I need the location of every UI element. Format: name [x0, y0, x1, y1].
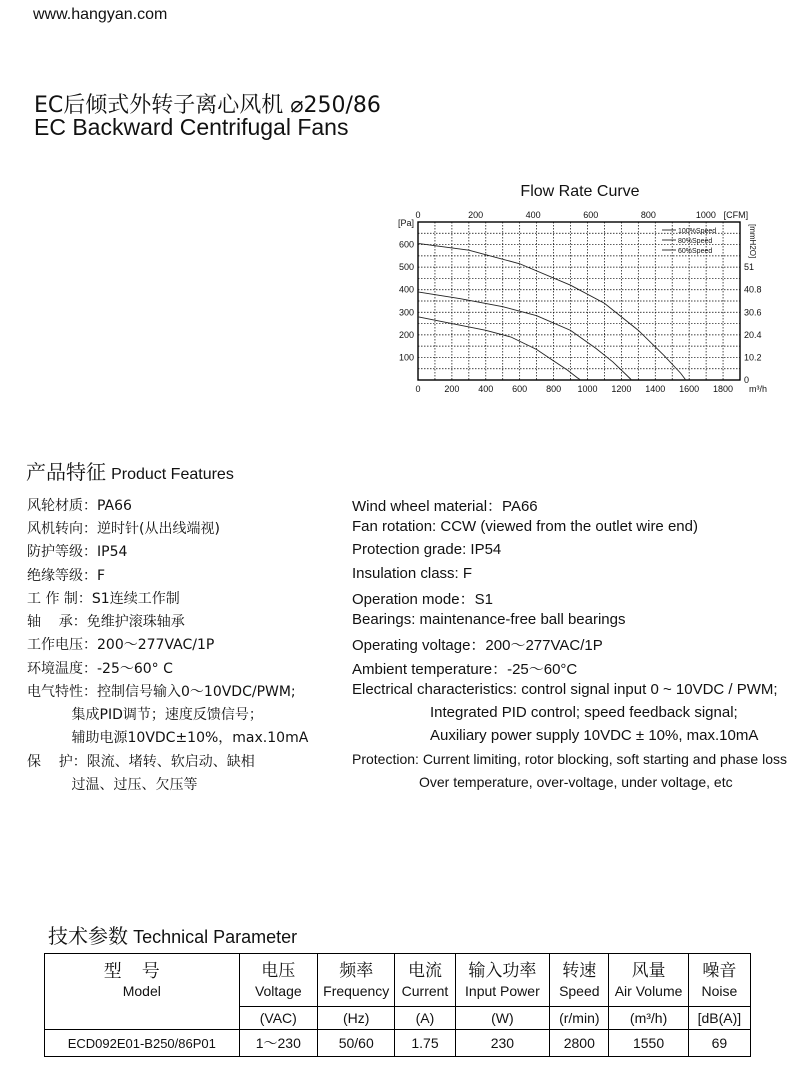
value-noise: 69 — [688, 1030, 750, 1057]
feature-en-item: Operation mode：S1 — [352, 591, 493, 608]
x-top-axis-label: [CFM] — [723, 210, 749, 220]
y-tick-label: 600 — [398, 239, 414, 250]
x-top-tick-label: 600 — [583, 210, 599, 220]
feature-en-item: Insulation class: F — [352, 565, 473, 582]
feature-cn-item: 过温、过压、欠压等 — [27, 777, 198, 793]
model-header-en: Model — [122, 983, 161, 1000]
feature-cn-item: 风轮材质：PA66 — [27, 498, 132, 514]
y-tick-label: 300 — [398, 307, 414, 318]
col-header-current: 电流 Current — [395, 954, 455, 1007]
website-url: www.hangyan.com — [33, 6, 168, 23]
y-tick-label: 500 — [398, 262, 414, 273]
unit-current: (A) — [395, 1007, 455, 1030]
model-header-cn: 型号 — [103, 961, 180, 982]
legend-label: 60%Speed — [678, 248, 713, 255]
model-value: ECD092E01-B250/86P01 — [45, 1030, 240, 1057]
x-top-tick-label: 0 — [415, 210, 421, 220]
feature-en-item: Wind wheel material：PA66 — [352, 498, 538, 515]
x-top-tick-label: 800 — [640, 210, 656, 220]
tech-heading-en: Technical Parameter — [133, 927, 298, 947]
tech-heading-cn: 技术参数 — [48, 924, 128, 948]
x-tick-label: 1400 — [645, 384, 666, 394]
y-right-tick-label: 0 — [744, 375, 750, 385]
feature-cn-item: 环境温度：-25～60° C — [27, 661, 173, 677]
page-title-en: EC Backward Centrifugal Fans — [34, 114, 349, 140]
y-right-tick-label: 40.8 — [744, 284, 762, 295]
value-current: 1.75 — [395, 1030, 455, 1057]
feature-en-item: Integrated PID control; speed feedback signal; — [430, 704, 738, 721]
table-row — [45, 1030, 751, 1057]
table-unit-row — [45, 1007, 751, 1030]
features-heading — [26, 456, 234, 485]
x-tick-label: 1600 — [679, 384, 700, 394]
y-tick-label: 200 — [398, 329, 414, 340]
col-header-voltage: 电压 Voltage — [239, 954, 317, 1007]
y-right-tick-label: 51 — [744, 262, 755, 273]
value-air-volume: 1550 — [609, 1030, 688, 1057]
x-tick-label: 200 — [444, 384, 460, 394]
feature-cn-item: 集成PID调节；速度反馈信号； — [27, 707, 263, 723]
y-tick-label: 100 — [398, 352, 414, 363]
y-right-axis-label: [mmH2O] — [748, 224, 757, 259]
value-frequency: 50/60 — [318, 1030, 395, 1057]
col-header-noise: 噪音 Noise — [688, 954, 750, 1007]
series-line — [418, 292, 632, 380]
x-tick-label: 1200 — [611, 384, 632, 394]
x-tick-label: 600 — [512, 384, 528, 394]
legend-label: 80%Speed — [678, 238, 713, 245]
x-top-tick-label: 1000 — [695, 210, 716, 220]
col-header-input-power: 输入功率 Input Power — [455, 954, 550, 1007]
legend-label: 100%Speed — [678, 228, 717, 235]
flow-rate-chart — [380, 178, 780, 408]
x-top-tick-label: 400 — [525, 210, 541, 220]
feature-cn-item: 风机转向：逆时针(从出线端视) — [27, 521, 220, 537]
value-input-power: 230 — [455, 1030, 550, 1057]
y-right-tick-label: 10.2 — [744, 352, 762, 363]
value-voltage: 1～230 — [239, 1030, 317, 1057]
feature-cn-item: 保 护：限流、堵转、软启动、缺相 — [27, 754, 255, 770]
feature-en-item: Electrical characteristics: control signal input 0 ~ 10VDC / PWM; — [352, 681, 778, 698]
x-tick-label: 800 — [546, 384, 562, 394]
feature-cn-item: 辅助电源10VDC±10%，max.10mA — [27, 730, 309, 746]
unit-noise: [dB(A)] — [688, 1007, 750, 1030]
unit-input-power: (W) — [455, 1007, 550, 1030]
feature-en-item: Ambient temperature：-25～60°C — [352, 661, 578, 678]
feature-en-item: Fan rotation: CCW (viewed from the outlet wire end) — [352, 518, 698, 535]
y-axis-label: [Pa] — [397, 218, 414, 228]
col-header-air-volume: 风量 Air Volume — [609, 954, 688, 1007]
feature-cn-item: 轴 承：免维护滚珠轴承 — [27, 614, 185, 630]
feature-cn-item: 防护等级：IP54 — [27, 544, 128, 560]
features-heading-cn: 产品特征 — [26, 460, 106, 484]
x-tick-label: 0 — [415, 384, 421, 394]
series-line — [418, 317, 581, 380]
feature-en-item: Bearings: maintenance-free ball bearings — [352, 611, 626, 628]
unit-air-volume: (m³/h) — [609, 1007, 688, 1030]
y-right-tick-label: 20.4 — [744, 329, 762, 340]
col-header-frequency: 频率 Frequency — [318, 954, 395, 1007]
table-header-row — [45, 954, 751, 1007]
col-header-speed: 转速 Speed — [550, 954, 609, 1007]
feature-cn-item: 电气特性：控制信号输入0～10VDC/PWM; — [27, 684, 296, 700]
features-heading-en: Product Features — [111, 466, 234, 483]
unit-speed: (r/min) — [550, 1007, 609, 1030]
y-right-tick-label: 30.6 — [744, 307, 762, 318]
y-tick-label: 400 — [398, 284, 414, 295]
feature-en-item: Auxiliary power supply 10VDC ± 10%, max.10mA — [430, 727, 759, 744]
feature-en-item: Protection: Current limiting, rotor blocking, soft starting and phase loss — [352, 751, 787, 767]
tech-heading — [48, 920, 297, 949]
feature-en-item: Protection grade: IP54 — [352, 541, 502, 558]
chart-title: Flow Rate Curve — [520, 183, 640, 200]
unit-frequency: (Hz) — [318, 1007, 395, 1030]
value-speed: 2800 — [550, 1030, 609, 1057]
tech-param-table — [44, 953, 751, 1057]
unit-voltage: (VAC) — [239, 1007, 317, 1030]
feature-en-item: Over temperature, over-voltage, under voltage, etc — [419, 774, 733, 790]
feature-cn-item: 工作电压：200～277VAC/1P — [27, 637, 215, 653]
x-top-tick-label: 200 — [468, 210, 484, 220]
feature-en-item: Operating voltage：200～277VAC/1P — [352, 637, 603, 654]
feature-cn-item: 绝缘等级：F — [27, 568, 106, 584]
x-axis-label: m³/h — [749, 384, 767, 394]
x-tick-label: 1000 — [577, 384, 598, 394]
feature-cn-item: 工 作 制：S1连续工作制 — [27, 591, 180, 607]
x-tick-label: 400 — [478, 384, 494, 394]
model-header-cell — [45, 954, 240, 1007]
x-tick-label: 1800 — [713, 384, 734, 394]
model-divider-cell — [45, 1007, 240, 1030]
page-title-cn: EC后倾式外转子离心风机 ⌀250/86 — [34, 93, 381, 118]
